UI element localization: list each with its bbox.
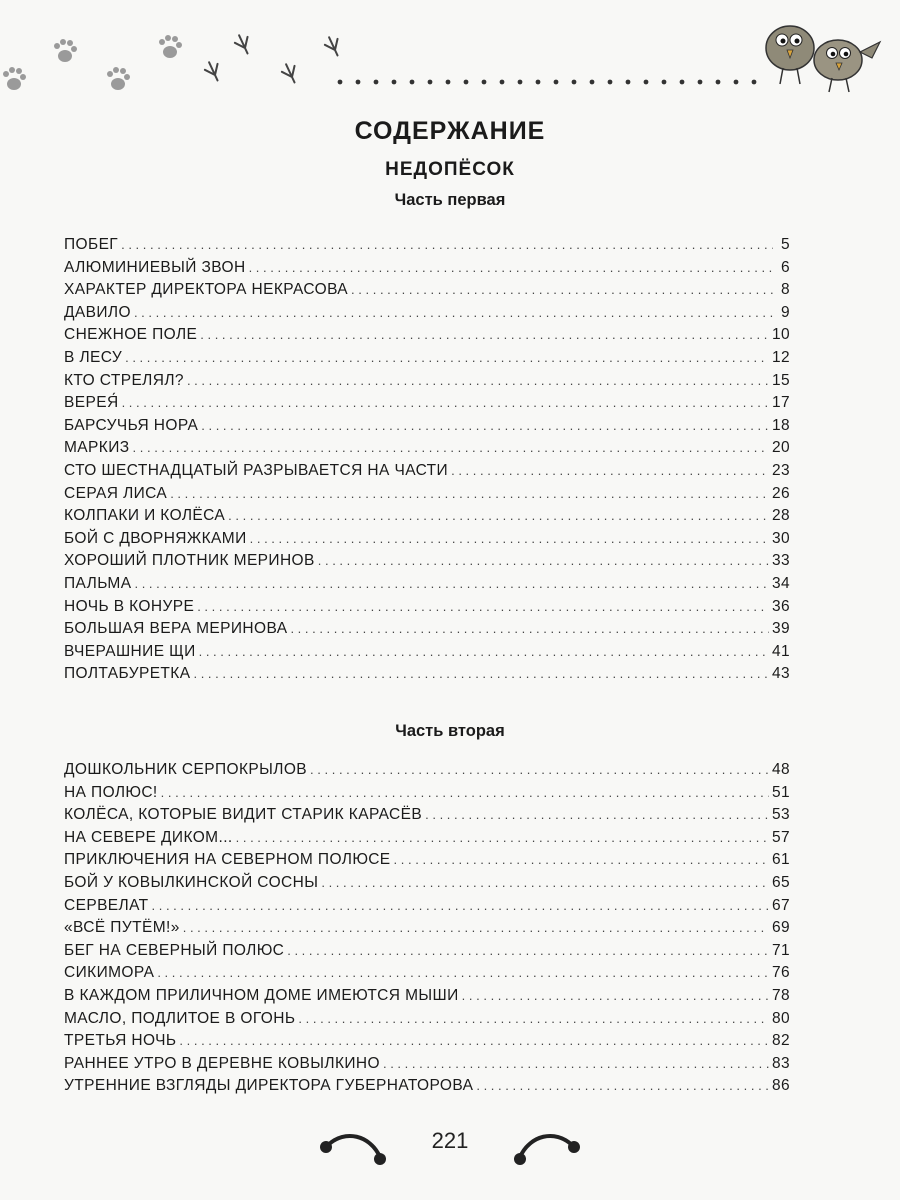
- toc-entry-title: ХАРАКТЕР ДИРЕКТОРА НЕКРАСОВА: [64, 281, 349, 299]
- toc-entry-page: 36: [771, 597, 790, 615]
- toc-entry-title: ПОБЕГ: [64, 236, 119, 253]
- dot-leader: [425, 804, 769, 827]
- dot-leader: [290, 618, 769, 641]
- toc-entry-page: 43: [771, 665, 790, 683]
- dot-leader: [179, 1030, 769, 1053]
- toc-entry-page: 48: [771, 761, 790, 778]
- toc-entry-page: 18: [771, 416, 790, 434]
- toc-entry: [64, 1075, 790, 1098]
- toc-entry-page: 57: [771, 828, 790, 846]
- toc-entry-page: 80: [771, 1009, 790, 1027]
- dot-leader: [310, 759, 769, 782]
- toc-entry-page: 41: [771, 642, 790, 660]
- toc-entry: [64, 596, 790, 619]
- toc-entry: [64, 279, 790, 302]
- toc-entry-page: 61: [771, 851, 790, 869]
- toc-entry-page: 78: [771, 986, 790, 1004]
- dot-leader: [228, 505, 769, 528]
- toc-entry-page: 71: [771, 941, 790, 959]
- toc-entry: [64, 895, 790, 918]
- toc-entry-title: СНЕЖНОЕ ПОЛЕ: [64, 326, 198, 344]
- toc-entry: [64, 759, 790, 782]
- dot-leader: [318, 550, 769, 573]
- dot-leader: [152, 895, 769, 918]
- toc-entry: [64, 483, 790, 506]
- toc-entry-page: 20: [771, 439, 790, 457]
- dot-leader: [462, 985, 769, 1008]
- toc-entry-title: БОЛЬШАЯ ВЕРА МЕРИНОВА: [64, 620, 288, 638]
- toc-entry-title: СЕРАЯ ЛИСА: [64, 484, 168, 502]
- dot-leader: [200, 324, 769, 347]
- dot-leader: [250, 528, 769, 551]
- toc-part-two: [64, 759, 790, 1098]
- dot-leader: [187, 370, 769, 393]
- toc-entry-page: 9: [780, 303, 790, 321]
- toc-entry: [64, 257, 790, 280]
- toc-entry-title: УТРЕННИЕ ВЗГЛЯДЫ ДИРЕКТОРА ГУБЕРНАТОРОВА: [64, 1077, 474, 1095]
- toc-entry: [64, 827, 790, 850]
- toc-entry: [64, 324, 790, 347]
- toc-entry-page: 12: [771, 348, 790, 366]
- dot-leader: [197, 596, 769, 619]
- toc-entry: [64, 550, 790, 573]
- toc-entry-title: ХОРОШИЙ ПЛОТНИК МЕРИНОВ: [64, 552, 315, 570]
- toc-entry-page: 8: [780, 281, 790, 299]
- toc-entry: [64, 302, 790, 325]
- toc-entry-title: БОЙ С ДВОРНЯЖКАМИ: [64, 529, 247, 547]
- toc-entry: [64, 347, 790, 370]
- toc-entry-page: 15: [771, 371, 790, 389]
- toc-entry-title: СТО ШЕСТНАДЦАТЫЙ РАЗРЫВАЕТСЯ НА ЧАСТИ: [64, 461, 449, 479]
- paw-prints-icon: [3, 35, 182, 90]
- dot-leader: [287, 940, 769, 963]
- dot-leader: [321, 872, 769, 895]
- dotted-rule: [338, 80, 757, 85]
- toc-entry-page: 33: [771, 552, 790, 570]
- toc-entry-title: НА ПОЛЮС!: [64, 783, 158, 801]
- toc-entry-title: НОЧЬ В КОНУРЕ: [64, 597, 195, 615]
- toc-entry: [64, 782, 790, 805]
- toc-entry: [64, 460, 790, 483]
- toc-entry-title: СЕРВЕЛАТ: [64, 896, 149, 914]
- toc-entry: [64, 917, 790, 940]
- dot-leader: [157, 962, 769, 985]
- dot-leader: [122, 392, 769, 415]
- dot-leader: [134, 573, 768, 596]
- dot-leader: [121, 234, 773, 257]
- toc-entry-page: 82: [771, 1032, 790, 1050]
- toc-entry-page: 76: [771, 964, 790, 982]
- dot-leader: [476, 1075, 769, 1098]
- toc-entry: [64, 940, 790, 963]
- toc-entry-page: 26: [771, 484, 790, 502]
- toc-entry-title: КОЛПАКИ И КОЛЁСА: [64, 507, 226, 525]
- dot-leader: [249, 257, 773, 280]
- dot-leader: [351, 279, 773, 302]
- page-title: СОДЕРЖАНИЕ: [354, 117, 546, 145]
- toc-entry: [64, 370, 790, 393]
- toc-entry-title: ПАЛЬМА: [64, 574, 132, 592]
- toc-entry-title: ДОШКОЛЬНИК СЕРПОКРЫЛОВ: [64, 761, 308, 778]
- toc-entry-title: «ВСЁ ПУТЁМ!»: [64, 919, 180, 937]
- toc-entry: [64, 872, 790, 895]
- toc-entry: [64, 234, 790, 257]
- toc-entry-page: 53: [771, 806, 790, 824]
- toc-entry: [64, 1008, 790, 1031]
- dot-leader: [125, 347, 769, 370]
- toc-entry-page: 65: [771, 873, 790, 891]
- toc-entry: [64, 618, 790, 641]
- toc-entry: [64, 985, 790, 1008]
- dot-leader: [161, 782, 769, 805]
- toc-entry: [64, 573, 790, 596]
- toc-entry-title: БОЙ У КОВЫЛКИНСКОЙ СОСНЫ: [64, 873, 319, 891]
- dot-leader: [298, 1008, 769, 1031]
- toc-entry-page: 5: [780, 236, 790, 253]
- dot-leader: [394, 849, 769, 872]
- dot-leader: [170, 483, 769, 506]
- toc-entry-page: 23: [771, 461, 790, 479]
- toc-entry: [64, 505, 790, 528]
- toc-entry-title: ТРЕТЬЯ НОЧЬ: [64, 1032, 177, 1050]
- toc-entry: [64, 1030, 790, 1053]
- dot-leader: [383, 1053, 769, 1076]
- toc-entry-page: 34: [771, 574, 790, 592]
- toc-entry: [64, 415, 790, 438]
- toc-entry-title: ПРИКЛЮЧЕНИЯ НА СЕВЕРНОМ ПОЛЮСЕ: [64, 851, 391, 869]
- dot-leader: [201, 415, 769, 438]
- toc-entry-page: 69: [771, 919, 790, 937]
- dot-leader: [236, 827, 769, 850]
- toc-entry: [64, 849, 790, 872]
- toc-entry-page: 39: [771, 620, 790, 638]
- part-one-title: Часть первая: [394, 191, 506, 209]
- toc-entry: [64, 1053, 790, 1076]
- headings: [0, 112, 900, 214]
- dot-leader: [451, 460, 769, 483]
- toc-entry: [64, 663, 790, 686]
- toc-entry-title: В ЛЕСУ: [64, 348, 123, 366]
- toc-entry-title: АЛЮМИНИЕВЫЙ ЗВОН: [64, 258, 246, 276]
- toc-entry-page: 86: [771, 1077, 790, 1095]
- toc-entry-title: НА СЕВЕРЕ ДИКОМ...: [64, 828, 233, 846]
- toc-entry-title: КОЛЁСА, КОТОРЫЕ ВИДИТ СТАРИК КАРАСЁВ: [64, 806, 423, 824]
- toc-entry: [64, 962, 790, 985]
- dot-leader: [133, 437, 769, 460]
- top-decoration: [0, 0, 900, 110]
- toc-entry: [64, 528, 790, 551]
- toc-entry-title: МАСЛО, ПОДЛИТОЕ В ОГОНЬ: [64, 1009, 296, 1027]
- toc-entry-page: 17: [771, 394, 790, 412]
- toc-entry-title: РАННЕЕ УТРО В ДЕРЕВНЕ КОВЫЛКИНО: [64, 1054, 380, 1072]
- toc-entry-title: ВЕРЕЯ́: [64, 394, 119, 412]
- toc-entry-title: ДАВИЛО: [64, 303, 131, 321]
- toc-entry-title: СИКИМОРА: [64, 964, 155, 982]
- toc-entry-title: ПОЛТАБУРЕТКА: [64, 665, 191, 683]
- toc-entry-page: 51: [771, 783, 790, 801]
- toc-entry-title: КТО СТРЕЛЯЛ?: [64, 371, 184, 389]
- page-number: 221: [431, 1128, 469, 1153]
- dot-leader: [199, 641, 769, 664]
- toc-entry-page: 28: [771, 507, 790, 525]
- toc-entry-title: БЕГ НА СЕВЕРНЫЙ ПОЛЮС: [64, 941, 285, 959]
- toc-entry-page: 10: [771, 326, 790, 344]
- dot-leader: [193, 663, 768, 686]
- part-two-title: Часть вторая: [395, 722, 505, 740]
- toc-entry-title: МАРКИЗ: [64, 439, 130, 457]
- toc-entry-page: 83: [771, 1054, 790, 1072]
- toc-entry-page: 30: [771, 529, 790, 547]
- toc-entry: [64, 804, 790, 827]
- dot-leader: [134, 302, 773, 325]
- dot-leader: [183, 917, 769, 940]
- toc-entry: [64, 392, 790, 415]
- toc-entry-page: 67: [771, 896, 790, 914]
- toc-part-one: [64, 234, 790, 686]
- two-birds-icon: [766, 26, 880, 92]
- toc-entry: [64, 437, 790, 460]
- toc-entry-title: В КАЖДОМ ПРИЛИЧНОМ ДОМЕ ИМЕЮТСЯ МЫШИ: [64, 986, 459, 1004]
- toc-entry-page: 6: [780, 258, 790, 276]
- toc-entry: [64, 641, 790, 664]
- toc-entry-title: БАРСУЧЬЯ НОРА: [64, 416, 199, 434]
- toc-entry-title: ВЧЕРАШНИЕ ЩИ: [64, 642, 196, 660]
- book-title: НЕДОПЁСОК: [385, 159, 515, 180]
- bird-tracks-icon: [203, 32, 344, 85]
